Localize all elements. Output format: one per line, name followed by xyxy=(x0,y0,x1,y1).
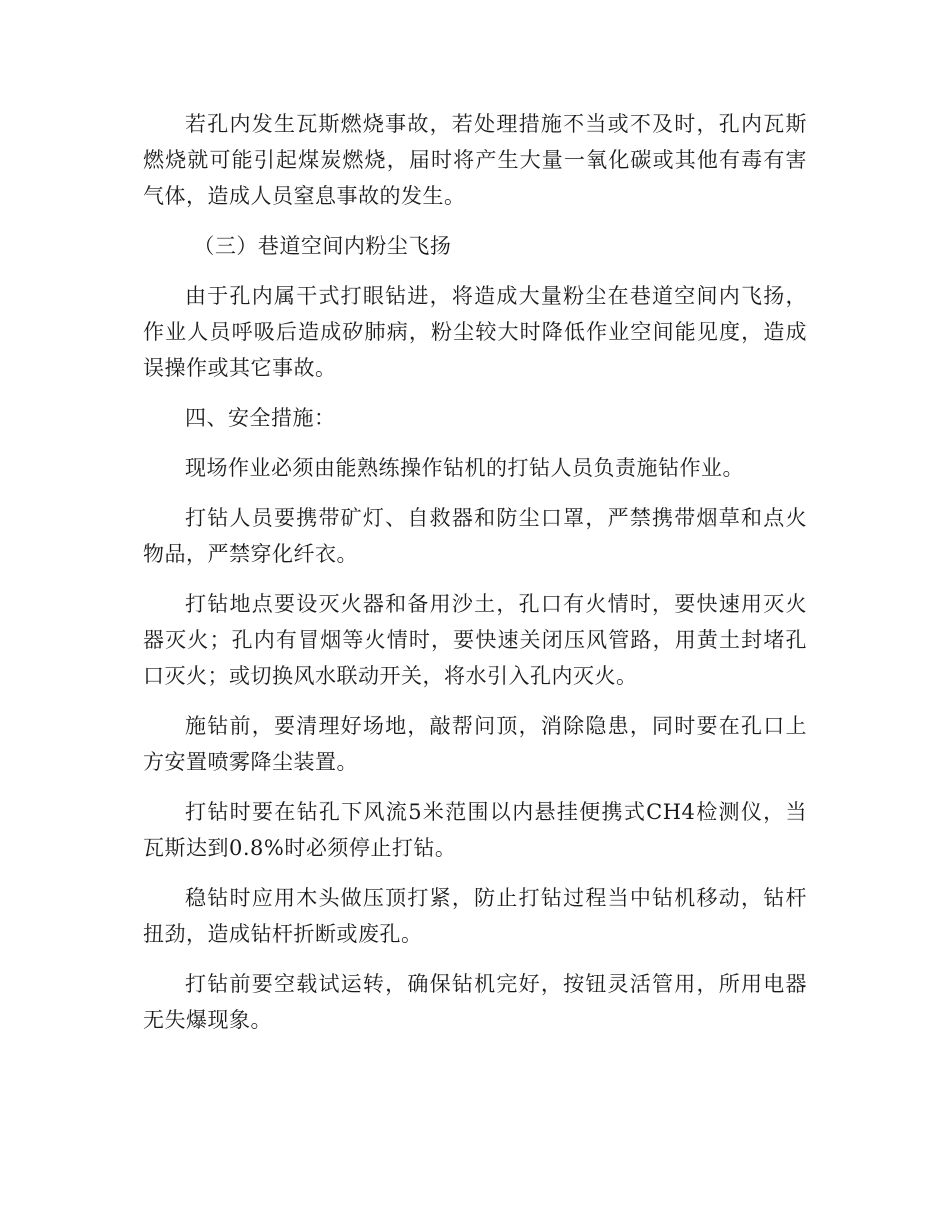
paragraph-fire-extinguishing: 打钻地点要设灭火器和备用沙土，孔口有火情时，要快速用灭火器灭火；孔内有冒烟等火情时，要快速关闭压风管路，用黄土封堵孔口灭火；或切换风水联动开关，将水引入孔内灭火。 xyxy=(143,592,807,688)
paragraph-drill-stabilization: 稳钻时应用木头做压顶打紧，防止打钻过程当中钻机移动，钻杆扭劲，造成钻杆折断或废孔。 xyxy=(143,886,807,946)
section-heading-safety-measures: 四、安全措施： xyxy=(185,406,336,430)
section-heading-dust: （三）巷道空间内粉尘飞扬 xyxy=(193,234,452,258)
paragraph-dust: 由于孔内属干式打眼钻进，将造成大量粉尘在巷道空间内飞扬，作业人员呼吸后造成矽肺病，粉尘较大时降低作业空间能见度，造成误操作或其它事故。 xyxy=(143,284,807,380)
paragraph-test-run: 打钻前要空载试运转，确保钻机完好，按钮灵活管用，所用电器无失爆现象。 xyxy=(143,972,807,1032)
paragraph-site-preparation: 施钻前，要清理好场地，敲帮问顶，消除隐患，同时要在孔口上方安置喷雾降尘装置。 xyxy=(143,714,807,774)
paragraph-personal-equipment: 打钻人员要携带矿灯、自救器和防尘口罩，严禁携带烟草和点火物品，严禁穿化纤衣。 xyxy=(143,506,807,566)
paragraph-skilled-operators: 现场作业必须由能熟练操作钻机的打钻人员负责施钻作业。 xyxy=(185,456,744,480)
paragraph-gas-combustion: 若孔内发生瓦斯燃烧事故，若处理措施不当或不及时，孔内瓦斯燃烧就可能引起煤炭燃烧，届时将产生大量一氧化碳或其他有毒有害气体，造成人员窒息事故的发生。 xyxy=(143,112,807,208)
paragraph-gas-detector: 打钻时要在钻孔下风流5米范围以内悬挂便携式CH4检测仪，当瓦斯达到0.8%时必须停止打钻。 xyxy=(143,800,807,860)
document-page xyxy=(143,106,807,1052)
